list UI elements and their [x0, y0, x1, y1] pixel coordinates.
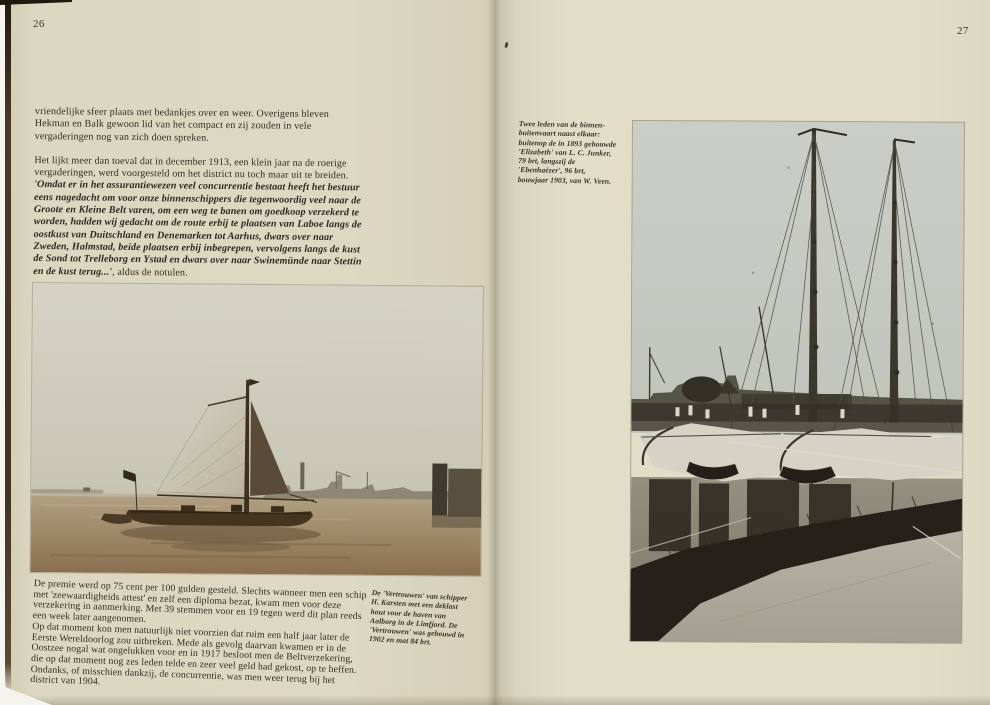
page-number-left: 26: [33, 18, 45, 30]
right-page: [498, 0, 990, 705]
photo-sailing-barge: [30, 283, 483, 576]
photo-caption-left: De 'Vertrouwen' van schipper H. Karsten met een deklast hout voor de haven van Aalborg in de Limfjord. De 'Vertrouwen' was gebouwd in 1902 en mat 84 brt.: [368, 588, 468, 648]
body-text-top: [33, 106, 364, 281]
photo-moored-ships: [630, 121, 964, 643]
quote-attribution: , aldus de notulen.: [112, 266, 188, 279]
paragraph-3: De premie werd op 75 cent per 100 gulden gesteld. Slechts wanneer men een schip met 'zeewaardigheids attest' en zelf een diploma bezat, kwam men voor deze verzekering in aanmerking. Met 39 stemmen voor en 19 tegen werd dit plan reeds een week later aangenomen.: [32, 578, 367, 626]
quote-text: 'Omdat er in het assurantiewezen veel concurrentie bestaat heeft het bestuur eens nagedacht om voor onze binnenschippers die tegenwoordig veel naar de Groote en Kleine Belt varen, om een weg te banen om goedkoop verzekerd te worden, hadden wij gedacht om de route erbij te plaatsen van Laboe langs de oostkust van Duitschland en Denemarken tot Aarhus, dwars over naar Zweden, Halmstad, beide plaatsen erbij inbegrepen, vervolgens langs de kust de Sond tot Trelleborg en Ystad en dwars over naar Swinemünde naar Stettin en de kust terug...': [33, 179, 362, 278]
page-number-right: 27: [957, 25, 969, 37]
paragraph-4: Op dat moment kon men natuurlijk niet voorzien dat ruim een half jaar later de Eerste Wereldoorlog zou uitbreken. Mede als gevolg daarvan kwamen er in de Oostzee nogal wat ongelukken voor en in 1917 besloot men de Beltverzekering, die op dat moment nog zes leden telde en zeer veel geld had gekost, op te heffen. Ondanks, of misschien dankzij, de concurrentie, was men weer terug bij het district van 1904.: [30, 620, 357, 688]
left-page: [6, 0, 498, 705]
scan-edge-dark: [5, 0, 11, 691]
paragraph-2-intro: Het lijkt meer dan toeval dat in december 1913, een klein jaar na de roerige vergaderingen, werd voorgesteld om het district nu toch maar uit te breiden.: [34, 154, 349, 182]
body-text-bottom: [30, 579, 369, 698]
minutes-quote: [33, 179, 363, 281]
scan-bottom-shadow: [0, 695, 990, 705]
photo-caption-right: Twee leden van de binnen- buitenvaart naast elkaar: buitenop de in 1893 gebouwde 'Elizabeth' van L. C. Junker, 79 brt, langszij de 'Ebenhaëzer', 96 brt, bouwjaar 1903, van W. Veen.: [517, 119, 617, 186]
paragraph-1: vriendelijke sfeer plaats met bedankjes over en weer. Overigens bleven Hekman en Balk gewoon lid van het compact en zij zouden in vele vergaderingen nog van zich doen spreken.: [34, 106, 329, 144]
